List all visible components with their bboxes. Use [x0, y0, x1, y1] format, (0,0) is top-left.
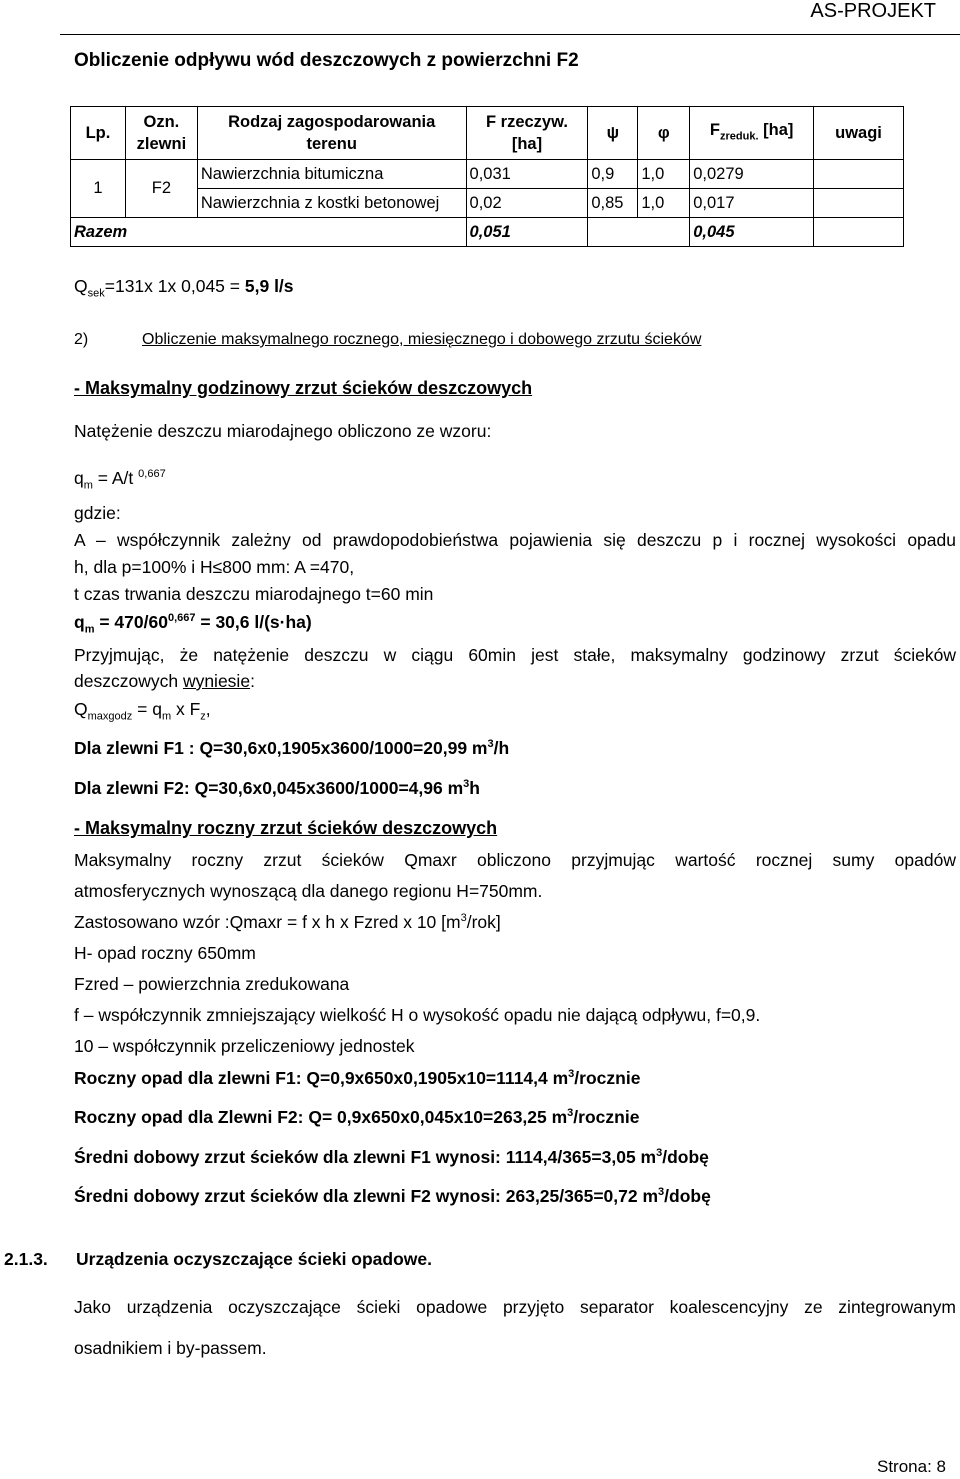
d2-end: /dobę — [664, 1186, 711, 1206]
runoff-table — [70, 106, 904, 247]
a-definition-2: h, dla p=100% i H≤800 mm: A =470, — [74, 557, 355, 577]
table-total-row — [71, 218, 904, 247]
formula-q: q — [74, 468, 84, 488]
formula-qm — [74, 468, 166, 492]
r2-sup: 3 — [567, 1107, 574, 1120]
yearly-line-1: Maksymalny roczny zrzut ścieków Qmaxr obliczono przyjmując wartość rocznej sumy opadów — [74, 850, 956, 870]
qmax-sub3: z — [200, 710, 206, 723]
total-uwagi — [814, 218, 904, 247]
section213-number: 2.1.3. — [4, 1249, 48, 1269]
th-fzred — [690, 107, 814, 160]
gdzie-label: gdzie: — [74, 503, 121, 523]
hourly-heading: - Maksymalny godzinowy zrzut ścieków deszczowych — [74, 378, 533, 398]
formula-sub: m — [83, 479, 93, 492]
cell-fzred: 0,017 — [690, 189, 814, 218]
d2-text: Średni dobowy zrzut ścieków dla zlewni F2 wynosi: 263,25/365=0,72 m — [74, 1186, 659, 1206]
yearly-formula-b: /rok] — [466, 912, 501, 932]
yearly-formula-sup: 3 — [460, 912, 467, 925]
header-rule — [60, 34, 960, 35]
qsek-q: Q — [74, 276, 88, 296]
assume-line: Przyjmując, że natężenie deszczu w ciągu 60min jest stałe, maksymalny godzinowy zrzut ścieków — [74, 645, 956, 665]
r2-end: /rocznie — [573, 1107, 640, 1127]
cell-uwagi — [814, 160, 904, 189]
cell-ozn: F2 — [125, 160, 197, 218]
cell-uwagi — [814, 189, 904, 218]
f1-text: Dla zlewni F1 : Q=30,6x0,1905x3600/1000=20,99 m — [74, 738, 488, 758]
r2-text: Roczny opad dla Zlewni F2: Q= 0,9x650x0,045x10=263,25 m — [74, 1107, 568, 1127]
table-header-row — [71, 107, 904, 160]
qm-calculation — [74, 612, 312, 636]
th-fzred-main: F — [709, 120, 721, 139]
cell-rodzaj: Nawierzchnia bitumiczna — [197, 160, 466, 189]
th-lp: Lp. — [71, 107, 126, 160]
d1-end: /dobę — [662, 1147, 709, 1167]
d1-sup: 3 — [656, 1147, 663, 1160]
assume-line-2 — [74, 671, 255, 692]
yearly-f2 — [74, 1107, 639, 1128]
f2-sup: 3 — [463, 778, 470, 791]
section213-p2: osadnikiem i by-passem. — [74, 1338, 267, 1358]
section213-title: Urządzenia oczyszczające ścieki opadowe. — [76, 1249, 432, 1269]
yearly-formula-a: Zastosowano wzór :Qmaxr = f x h x Fzred x 10 [m — [74, 912, 461, 932]
th-uwagi: uwagi — [814, 107, 904, 160]
th-psi: ψ — [588, 107, 638, 160]
f1-hourly — [74, 738, 509, 759]
yearly-line-5: Fzred – powierzchnia zredukowana — [74, 974, 350, 994]
qm-sub: m — [84, 623, 95, 636]
page-title: Obliczenie odpływu wód deszczowych z powierzchni F2 — [74, 50, 579, 71]
f2-end: h — [469, 778, 480, 798]
f1-end: /h — [493, 738, 510, 758]
th-fzred-sub: zreduk. — [720, 130, 759, 143]
cell-psi: 0,85 — [588, 189, 638, 218]
qm-exp: 0,667 — [167, 612, 196, 625]
cell-psi: 0,9 — [588, 160, 638, 189]
th-phi: φ — [638, 107, 690, 160]
qmax-q: Q — [74, 699, 88, 719]
a-definition: A – współczynnik zależny od prawdopodobieństwa pojawienia się deszczu p i rocznej wysokości opadu — [74, 530, 956, 550]
d2-sup: 3 — [658, 1186, 665, 1199]
hourly-intro: Natężenie deszczu miarodajnego obliczono ze wzoru: — [74, 421, 492, 441]
qsek-expr: =131x 1x 0,045 = — [104, 276, 245, 296]
th-ozn: Ozn. zlewni — [125, 107, 197, 160]
yearly-formula — [74, 912, 501, 933]
total-f: 0,051 — [466, 218, 588, 247]
t-definition: t czas trwania deszczu miarodajnego t=60 min — [74, 584, 434, 604]
qmax-formula — [74, 699, 211, 723]
assume2-c: : — [250, 671, 255, 691]
section213-p1: Jako urządzenia oczyszczające ścieki opadowe przyjęto separator koalescencyjny ze zintegrowanym — [74, 1297, 956, 1317]
qm-q: q — [74, 612, 85, 632]
qm-a: = 470/60 — [94, 612, 168, 632]
qsek-sub: sek — [87, 287, 105, 300]
total-fzred: 0,045 — [690, 218, 814, 247]
d1-text: Średni dobowy zrzut ścieków dla zlewni F1 wynosi: 1114,4/365=3,05 m — [74, 1147, 657, 1167]
cell-lp: 1 — [71, 160, 126, 218]
qsek-result: 5,9 l/s — [244, 276, 294, 296]
assume2-b: wyniesie — [182, 671, 251, 691]
section2-title: Obliczenie maksymalnego rocznego, miesięcznego i dobowego zrzutu ścieków — [142, 331, 702, 348]
f2-text: Dla zlewni F2: Q=30,6x0,045x3600/1000=4,96 m — [74, 778, 464, 798]
th-f: F rzeczyw. [ha] — [466, 107, 588, 160]
r1-end: /rocznie — [574, 1068, 641, 1088]
page-number: Strona: 8 — [877, 1457, 946, 1476]
r1-text: Roczny opad dla zlewni F1: Q=0,9x650x0,1905x10=1114,4 m — [74, 1068, 569, 1088]
section2-number: 2) — [74, 331, 89, 348]
r1-sup: 3 — [568, 1068, 575, 1081]
cell-rodzaj: Nawierzchnia z kostki betonowej — [197, 189, 466, 218]
daily-f1 — [74, 1147, 709, 1168]
cell-f: 0,02 — [466, 189, 588, 218]
qm-b: = 30,6 l/(s·ha) — [195, 612, 312, 632]
daily-f2 — [74, 1186, 711, 1207]
cell-fzred: 0,0279 — [690, 160, 814, 189]
yearly-heading: - Maksymalny roczny zrzut ścieków deszczowych — [74, 818, 498, 838]
f1-sup: 3 — [487, 738, 494, 751]
yearly-line-6: f – współczynnik zmniejszający wielkość H o wysokość opadu nie dającą odpływu, f=0,9. — [74, 1005, 761, 1025]
f2-hourly — [74, 778, 480, 799]
header-company: AS-PROJEKT — [810, 0, 936, 22]
formula-rest: = A/t — [92, 468, 139, 488]
yearly-line-2: atmosferycznych wynoszącą dla danego regionu H=750mm. — [74, 881, 543, 901]
th-rodzaj: Rodzaj zagospodarowania terenu — [197, 107, 466, 160]
cell-phi: 1,0 — [638, 189, 690, 218]
qmax-sub: maxgodz — [87, 710, 133, 723]
yearly-line-4: H- opad roczny 650mm — [74, 943, 256, 963]
qmax-mid: = q — [132, 699, 162, 719]
formula-exp: 0,667 — [138, 468, 166, 481]
total-empty — [588, 218, 690, 247]
assume2-a: deszczowych — [74, 671, 183, 691]
yearly-f1 — [74, 1068, 640, 1089]
yearly-line-7: 10 – współczynnik przeliczeniowy jednostek — [74, 1036, 415, 1056]
qmax-x: x F — [171, 699, 201, 719]
qsek-line — [74, 276, 294, 300]
th-fzred-unit: [ha] — [763, 120, 794, 139]
cell-phi: 1,0 — [638, 160, 690, 189]
cell-f: 0,031 — [466, 160, 588, 189]
qmax-end: , — [205, 699, 211, 719]
table-row — [71, 160, 904, 189]
qmax-sub2: m — [161, 710, 172, 723]
total-label: Razem — [71, 218, 467, 247]
